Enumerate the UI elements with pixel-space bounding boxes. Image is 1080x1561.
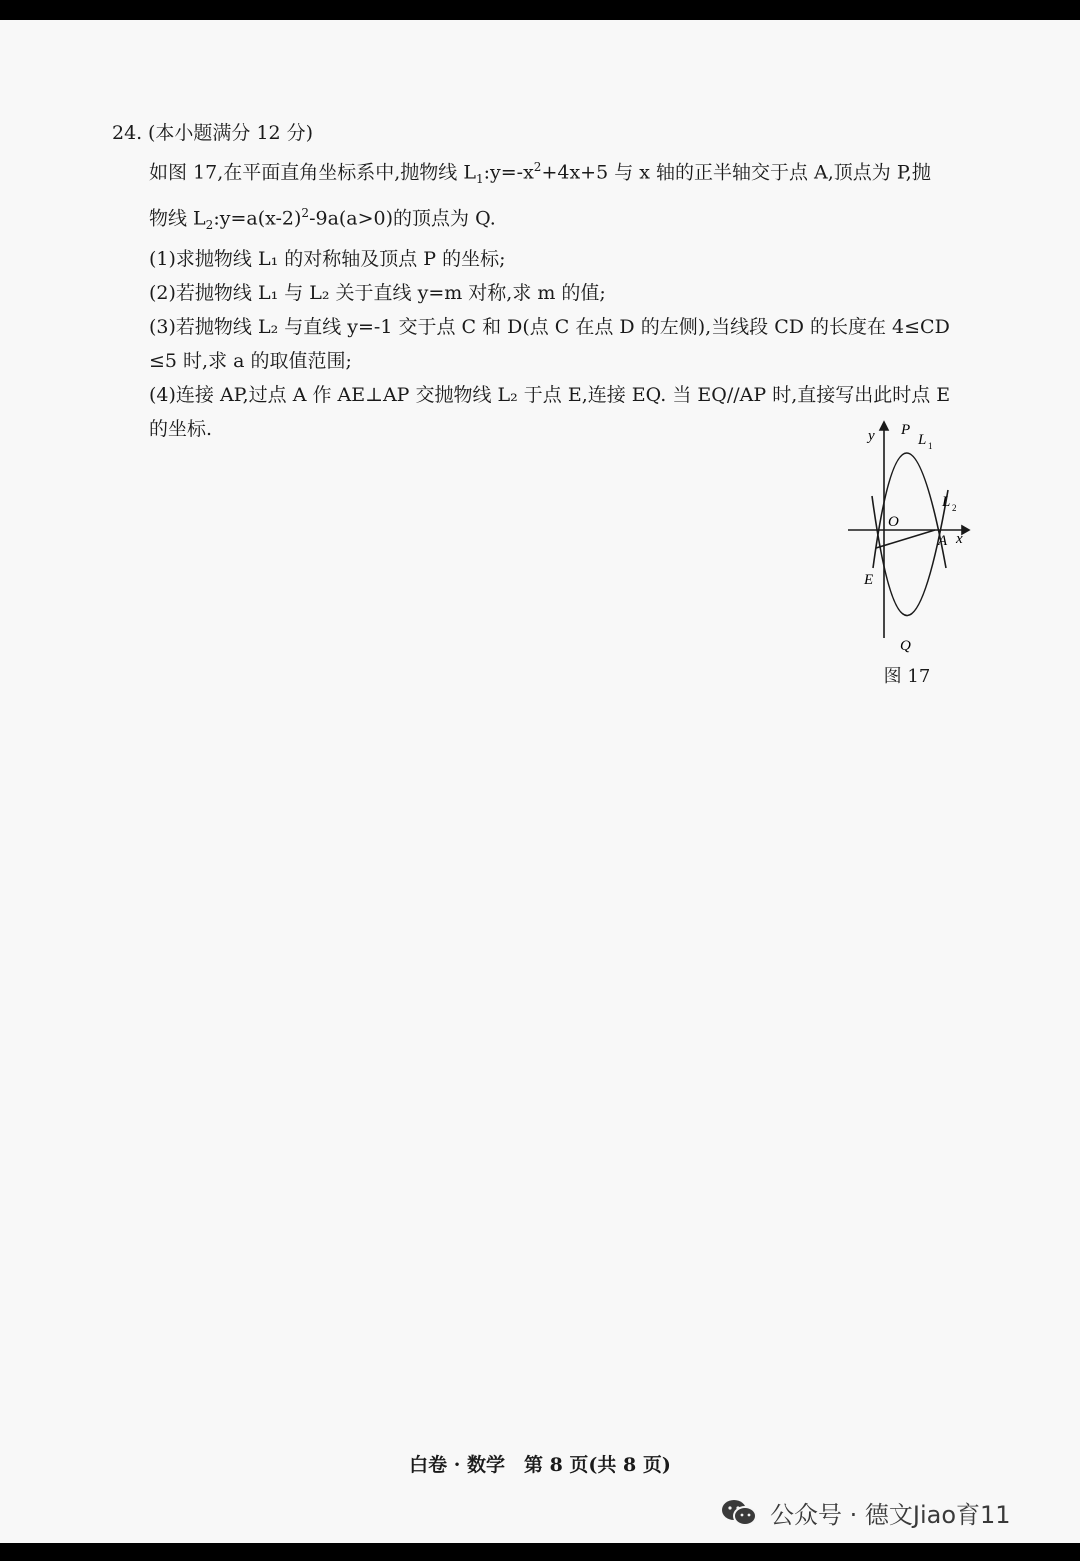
label-A: A <box>938 533 948 549</box>
label-O: O <box>888 514 899 530</box>
x-axis-arrow <box>962 526 969 534</box>
segment-AE <box>876 530 935 548</box>
wechat-icon <box>720 1498 758 1528</box>
page-footer: 白卷 · 数学 第 8 页(共 8 页) <box>409 1454 671 1476</box>
figure-caption: 图 17 <box>883 666 931 687</box>
sub-question-2: (2)若抛物线 L₁ 与 L₂ 关于直线 y=m 对称,求 m 的值; <box>149 282 606 305</box>
y-axis-arrow <box>880 422 888 430</box>
label-L2-sub: 2 <box>952 503 957 513</box>
question-number: 24. <box>112 122 143 144</box>
label-E: E <box>864 572 874 588</box>
label-y: y <box>868 428 875 444</box>
question-header: (本小题满分 12 分) <box>148 122 314 144</box>
sub-question-3-line-2: ≤5 时,求 a 的取值范围; <box>149 350 352 373</box>
figure-17 <box>842 418 972 688</box>
question-24 <box>112 116 992 446</box>
label-L1: L <box>918 432 927 448</box>
parabola-diagram <box>842 418 972 658</box>
top-black-bar <box>0 0 1080 20</box>
label-L2: L <box>942 494 951 510</box>
sub-question-1: (1)求抛物线 L₁ 的对称轴及顶点 P 的坐标; <box>149 248 506 271</box>
sub-question-4-line-2: 的坐标. <box>149 418 213 441</box>
label-P: P <box>901 422 911 438</box>
question-intro-line-1: 如图 17,在平面直角坐标系中,抛物线 $L_1:y=-x^2+4x+5$ 与 x 轴的正半轴交于点 A,顶点为 P,抛 <box>149 160 931 187</box>
question-intro-line-2: 物线 $L_2:y=a(x-2)^2-9a(a>0)$的顶点为 Q. <box>149 206 496 233</box>
segment-EQ-hidden <box>876 548 902 630</box>
sub-question-3-line-1: (3)若抛物线 L₂ 与直线 y=-1 交于点 C 和 D(点 C 在点 D 的左侧),当线段 CD 的长度在 4≤CD <box>149 316 950 339</box>
label-L1-sub: 1 <box>928 441 933 451</box>
label-x: x <box>956 531 963 547</box>
sub-question-4-line-1: (4)连接 AP,过点 A 作 AE⊥AP 交抛物线 L₂ 于点 E,连接 EQ. 当 EQ//AP 时,直接写出此时点 E <box>149 384 951 407</box>
bottom-black-bar <box>0 1543 1080 1561</box>
watermark-text: 公众号 · 德文Jiao育11 <box>770 1501 1011 1529</box>
watermark <box>720 1495 1011 1530</box>
label-Q: Q <box>900 638 911 654</box>
